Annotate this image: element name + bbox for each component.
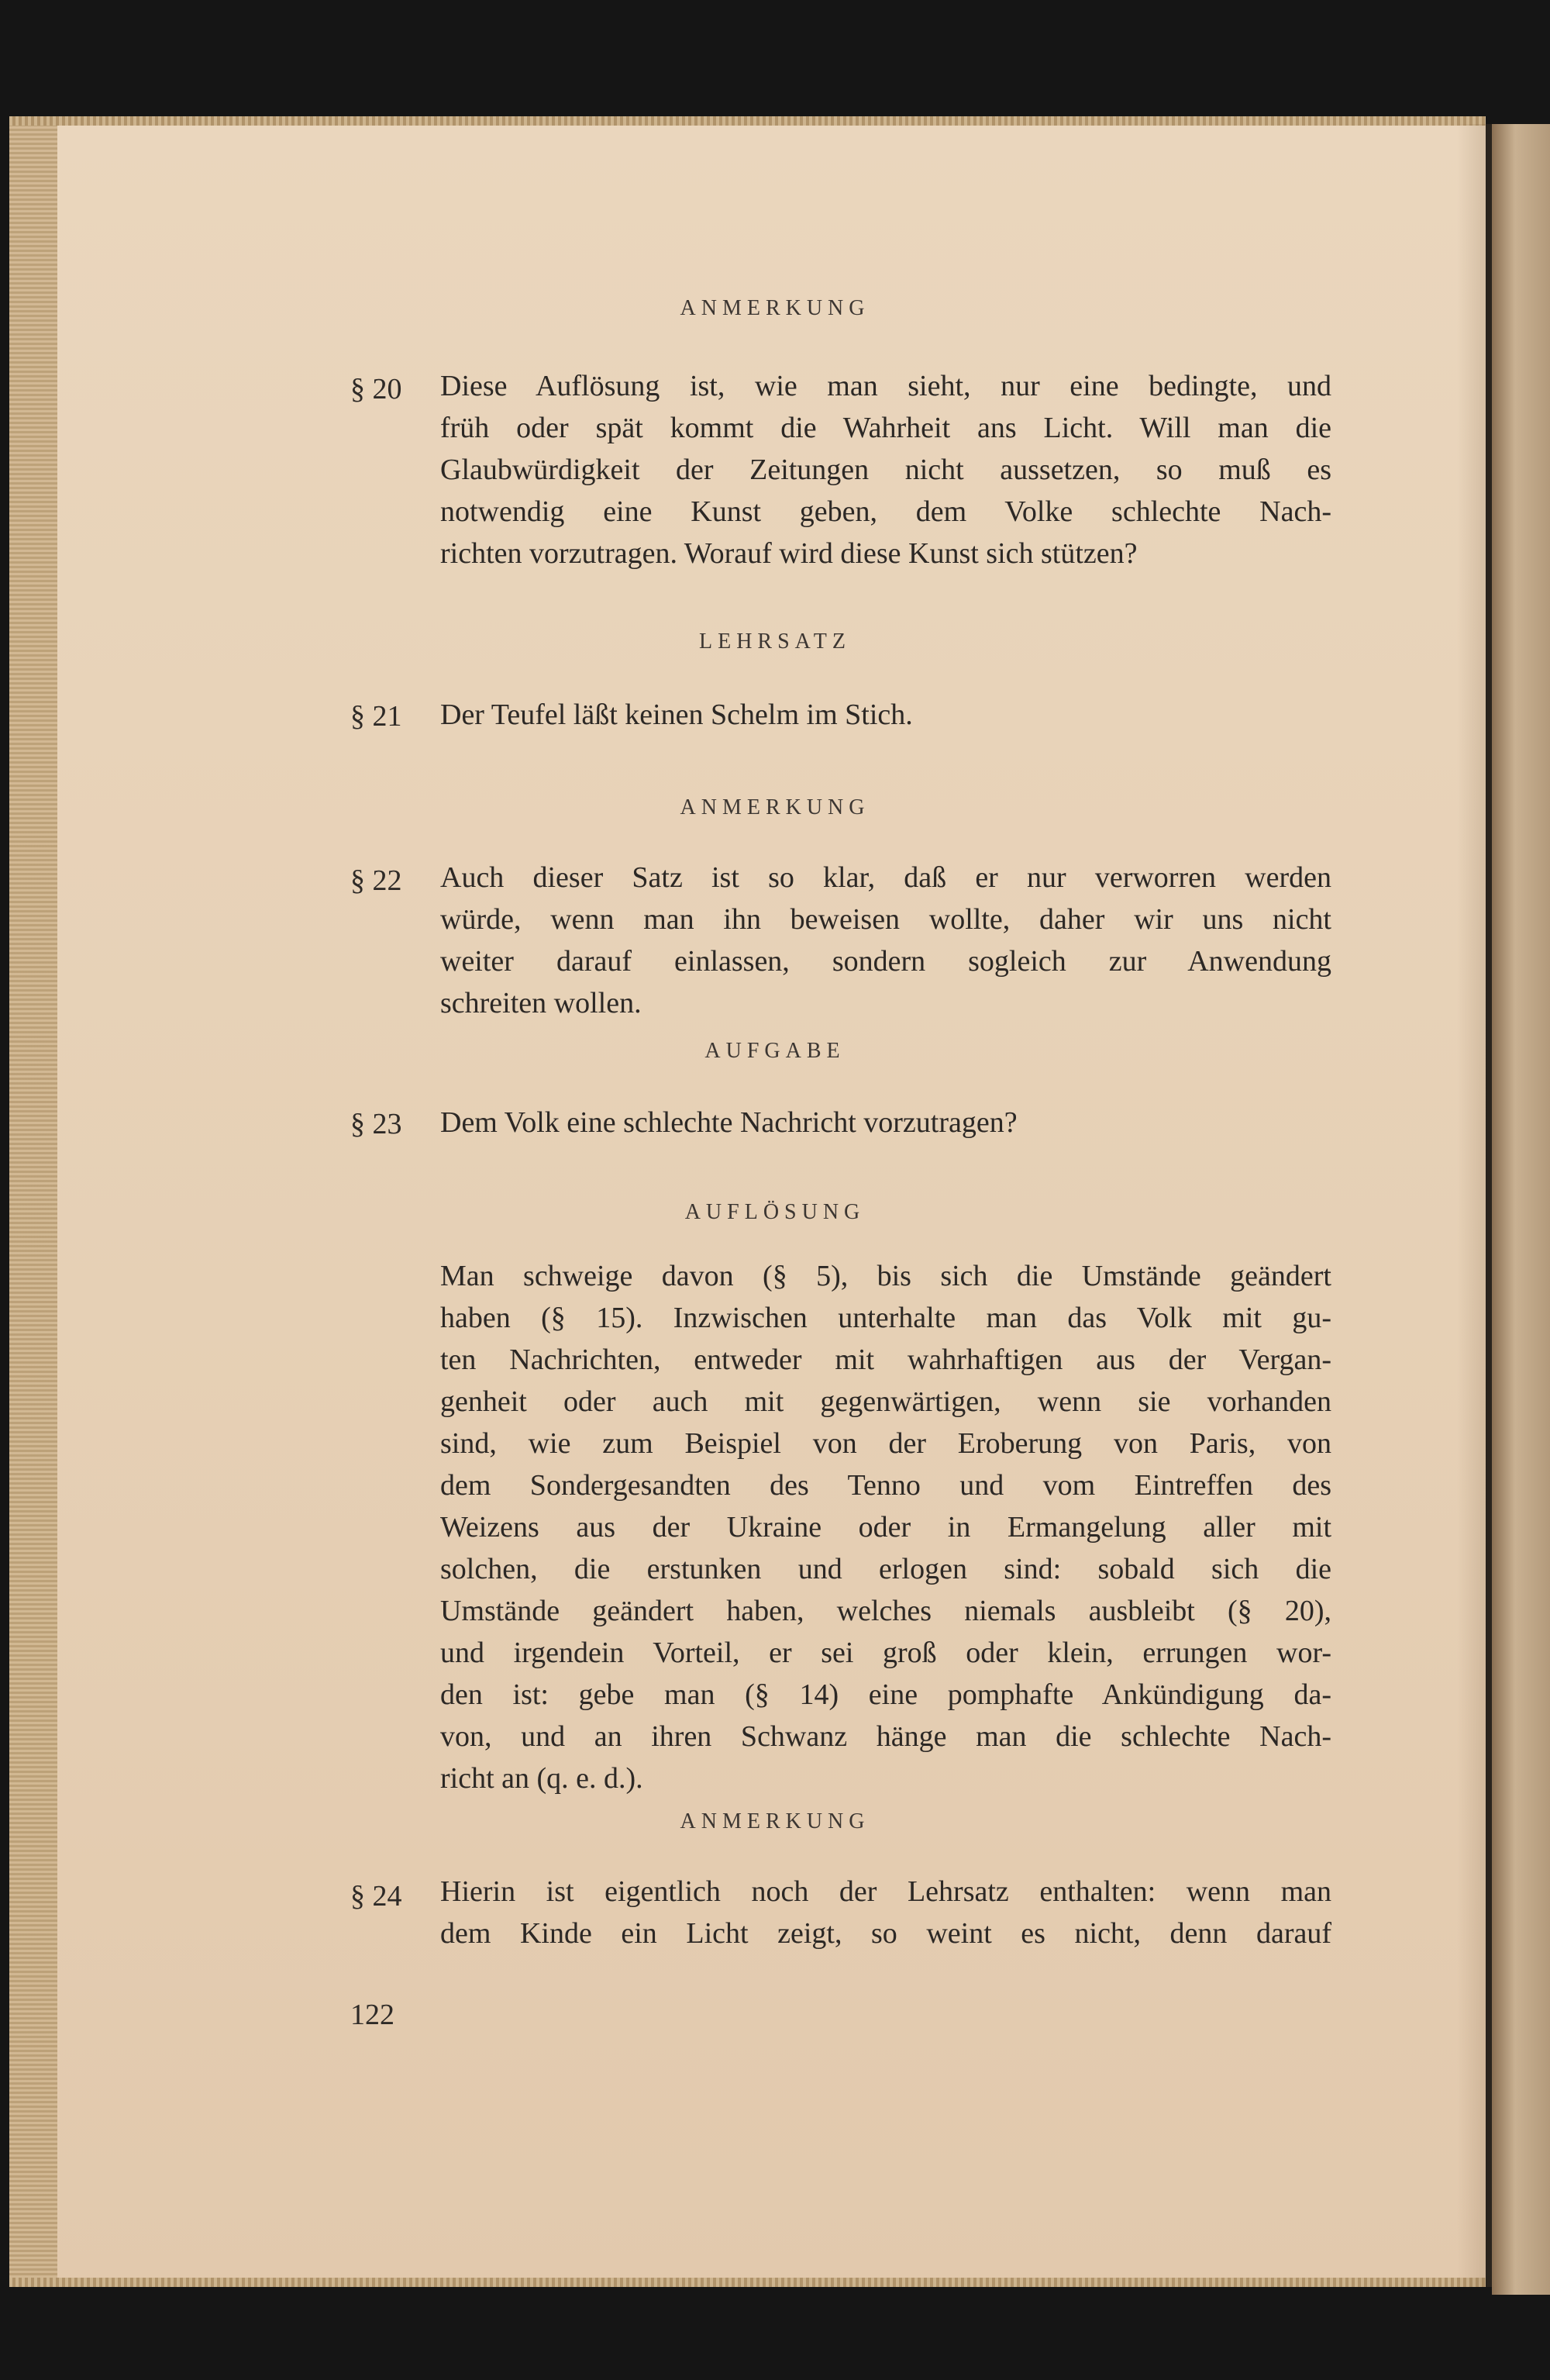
section-heading: ANMERKUNG bbox=[680, 1809, 870, 1833]
section-heading: ANMERKUNG bbox=[680, 795, 870, 819]
text-line: Hierin ist eigentlich noch der Lehrsatz enthalten: wenn man bbox=[440, 1875, 1331, 1908]
text-line: Umstände geändert haben, welches niemals ausbleibt (§ 20), bbox=[440, 1595, 1331, 1627]
text-line: Der Teufel läßt keinen Schelm im Stich. bbox=[440, 698, 913, 731]
text-line: den ist: gebe man (§ 14) eine pomphafte Ankündigung da- bbox=[440, 1678, 1331, 1711]
paragraph-number: § 21 bbox=[350, 700, 402, 733]
text-line: richten vorzutragen. Worauf wird diese Kunst sich stützen? bbox=[440, 537, 1138, 570]
section-heading: ANMERKUNG bbox=[680, 296, 870, 320]
text-line: Weizens aus der Ukraine oder in Ermangelung aller mit bbox=[440, 1511, 1331, 1544]
page-number: 122 bbox=[350, 1999, 394, 2031]
text-line: dem Sondergesandten des Tenno und vom Eintreffen des bbox=[440, 1469, 1331, 1502]
text-line: Man schweige davon (§ 5), bis sich die Umstände geändert bbox=[440, 1260, 1331, 1292]
text-line: von, und an ihren Schwanz hänge man die schlechte Nach- bbox=[440, 1720, 1331, 1753]
text-line: weiter darauf einlassen, sondern sogleich zur Anwendung bbox=[440, 945, 1331, 978]
text-line: würde, wenn man ihn beweisen wollte, daher wir uns nicht bbox=[440, 903, 1331, 936]
top-binding-band bbox=[9, 116, 1486, 126]
paragraph-number: § 20 bbox=[350, 373, 402, 405]
text-line: Glaubwürdigkeit der Zeitungen nicht aussetzen, so muß es bbox=[440, 454, 1331, 486]
text-line: und irgendein Vorteil, er sei groß oder klein, errungen wor- bbox=[440, 1637, 1331, 1669]
paragraph-number: § 22 bbox=[350, 864, 402, 897]
paragraph-number: § 24 bbox=[350, 1880, 402, 1913]
text-line: solchen, die erstunken und erlogen sind: sobald sich die bbox=[440, 1553, 1331, 1585]
section-heading: AUFLÖSUNG bbox=[684, 1200, 866, 1224]
text-line: schreiten wollen. bbox=[440, 987, 642, 1019]
text-line: notwendig eine Kunst geben, dem Volke schlechte Nach- bbox=[440, 495, 1331, 528]
text-line: Dem Volk eine schlechte Nachricht vorzutragen? bbox=[440, 1106, 1018, 1139]
text-line: haben (§ 15). Inzwischen unterhalte man das Volk mit gu- bbox=[440, 1302, 1331, 1334]
text-line: ten Nachrichten, entweder mit wahrhaftigen aus der Vergan- bbox=[440, 1343, 1331, 1376]
text-line: genheit oder auch mit gegenwärtigen, wenn sie vorhanden bbox=[440, 1385, 1331, 1418]
text-line: Auch dieser Satz ist so klar, daß er nur verworren werden bbox=[440, 861, 1331, 894]
section-heading: AUFGABE bbox=[704, 1039, 846, 1063]
text-line: Diese Auflösung ist, wie man sieht, nur eine bedingte, und bbox=[440, 370, 1331, 402]
text-line: dem Kinde ein Licht zeigt, so weint es nicht, denn darauf bbox=[440, 1917, 1331, 1950]
text-line: früh oder spät kommt die Wahrheit ans Licht. Will man die bbox=[440, 412, 1331, 444]
text-line: sind, wie zum Beispiel von der Eroberung von Paris, von bbox=[440, 1427, 1331, 1460]
bottom-binding-band bbox=[9, 2278, 1486, 2287]
text-line: richt an (q. e. d.). bbox=[440, 1762, 643, 1795]
paragraph-number: § 23 bbox=[350, 1108, 402, 1140]
section-heading: LEHRSATZ bbox=[699, 629, 851, 654]
